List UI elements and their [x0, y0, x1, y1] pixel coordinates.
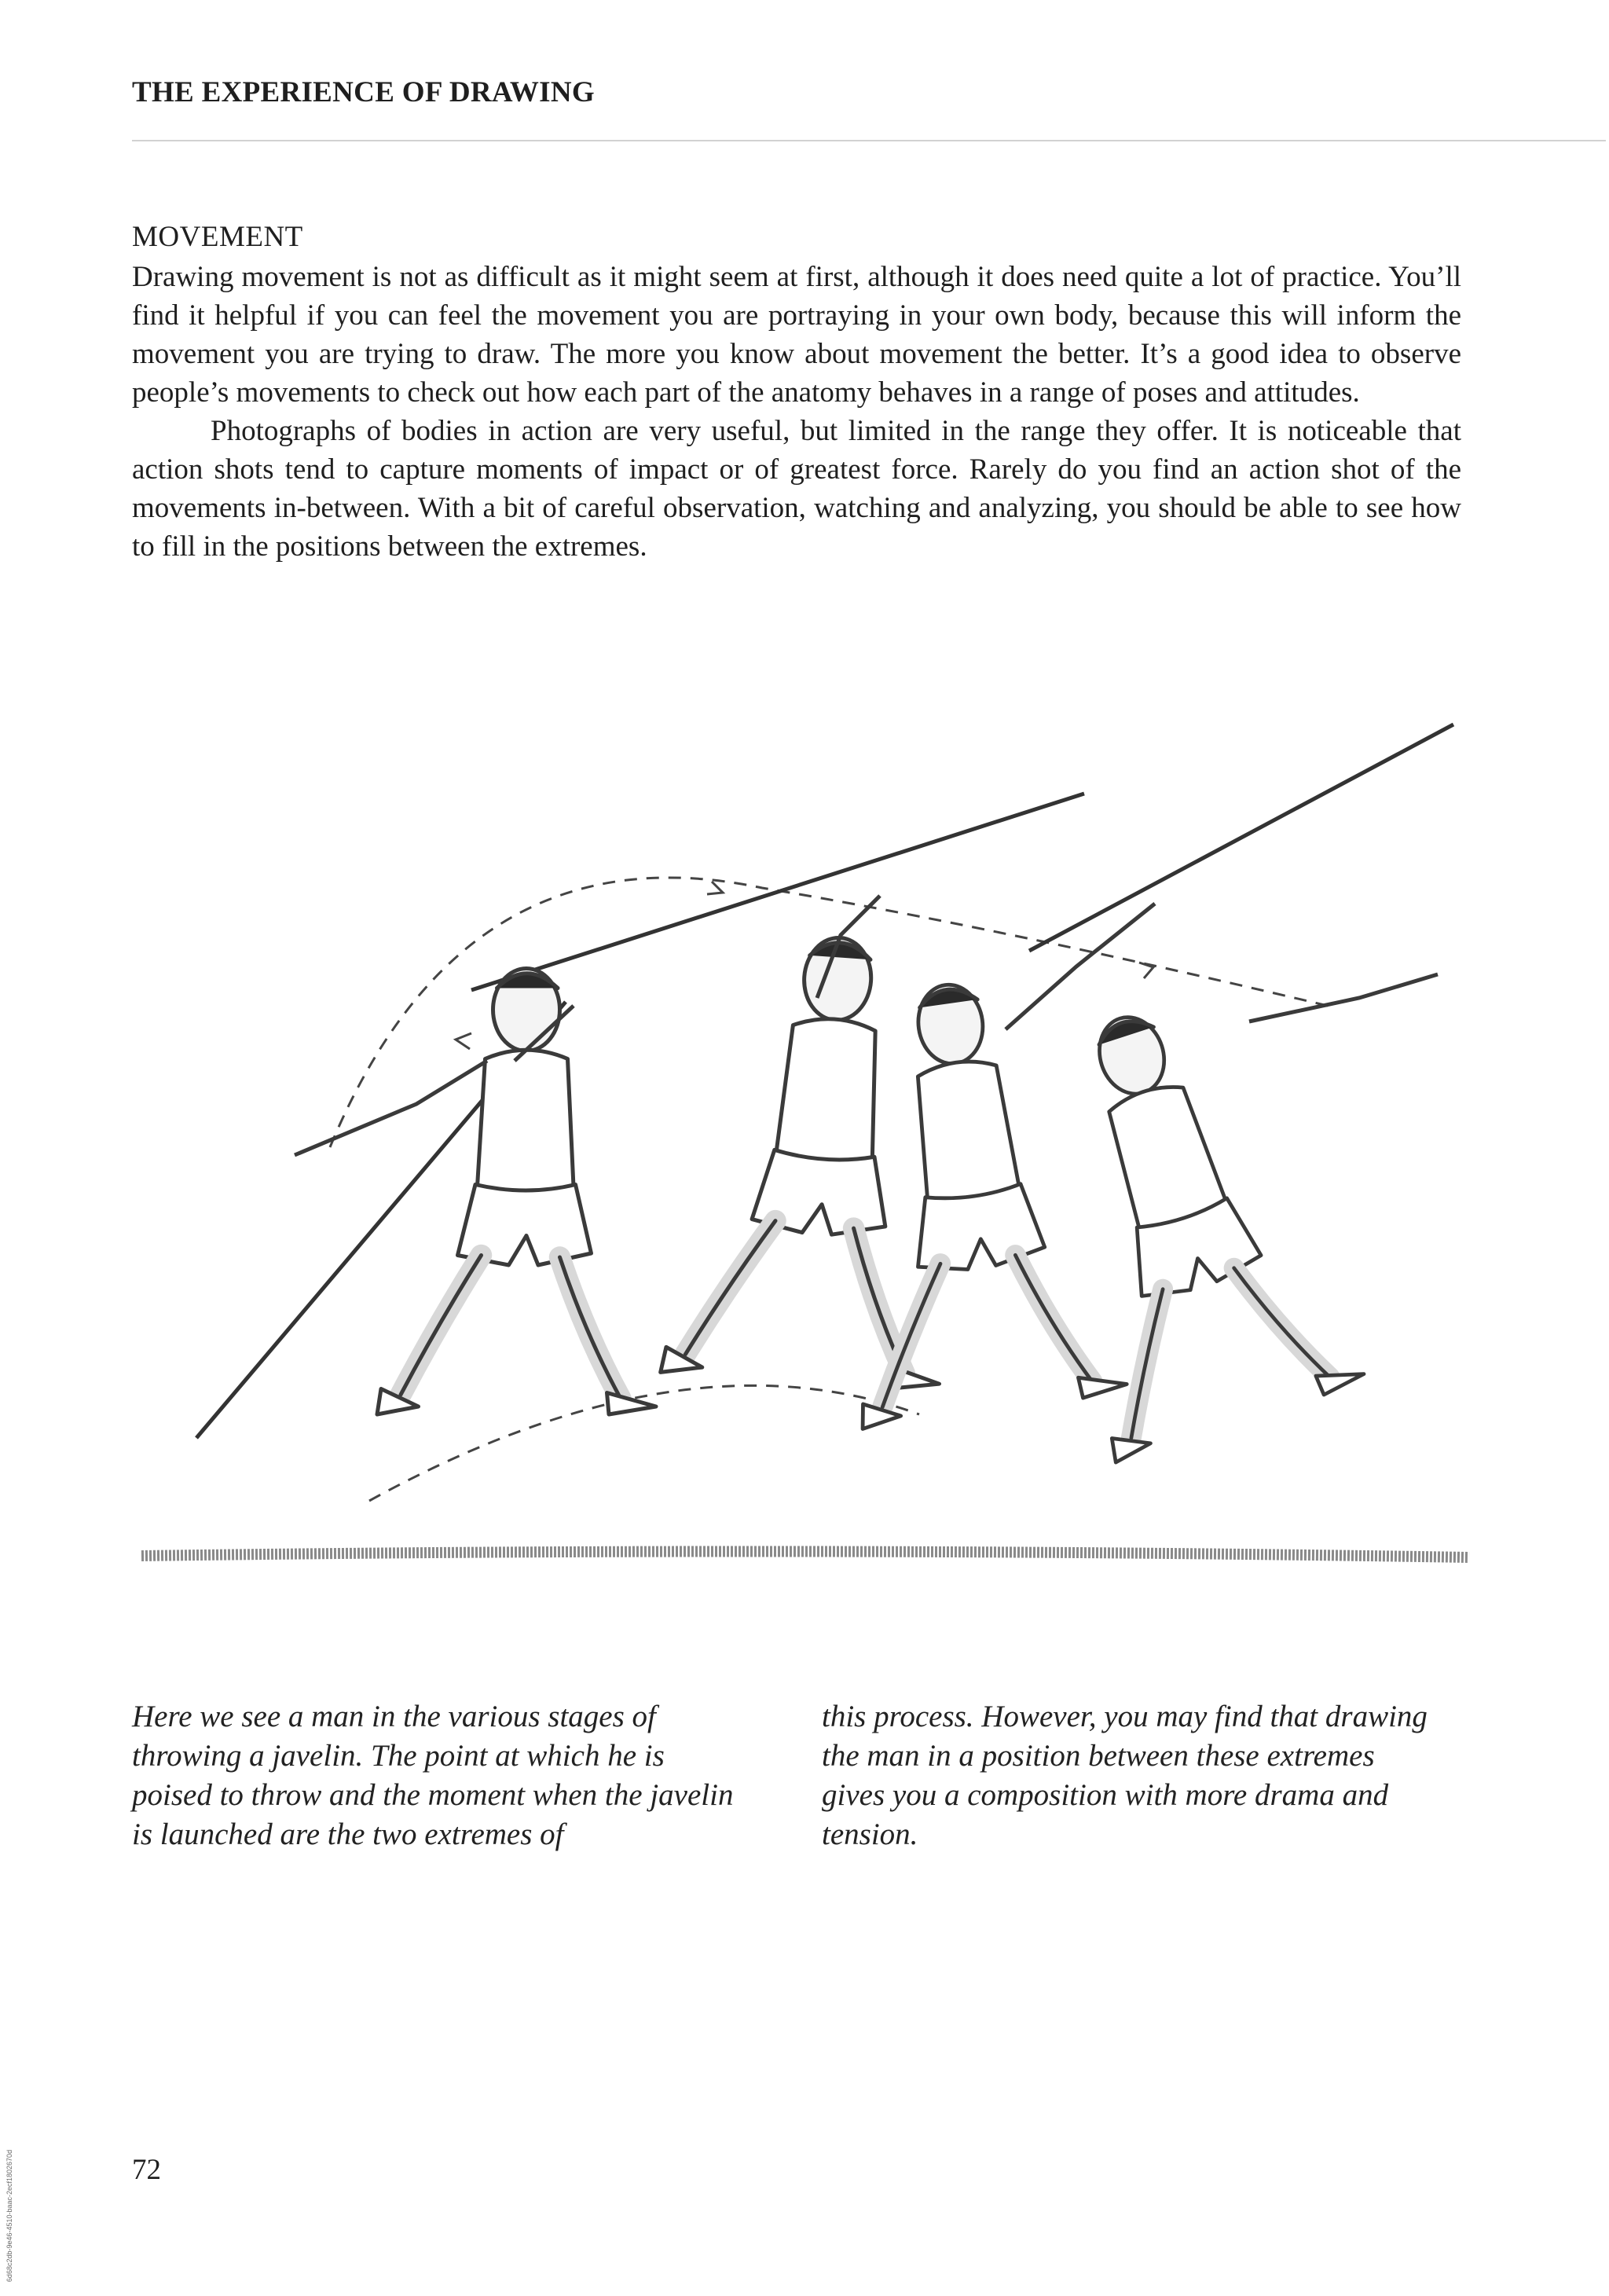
paragraph-1: Drawing movement is not as difficult as it might seem at first, although it does need quite a lot of practice. You’ll find it helpful if you can feel the movement you are portraying in your own body, because this will inform the movement you are trying to draw. The more you know about movement the better. It’s a good idea to observe people’s movements to check out how each part of the anatomy behaves in a range of poses and attitudes. [132, 261, 1461, 409]
caption-left: Here we see a man in the various stages of throwing a javelin. The point at which he is poised to throw and the moment when the javelin is launched are the two extremes of [132, 1700, 734, 1851]
section-heading: MOVEMENT [132, 221, 303, 253]
running-head: THE EXPERIENCE OF DRAWING [132, 76, 595, 108]
margin-code-text: 6d68c2db-9e46-4510-baac-2ecf1802670d [5, 2149, 14, 2283]
caption-right: this process. However, you may find that drawing the man in a position between these extremes gives you a composition with more drama and tension. [822, 1700, 1428, 1851]
javelin-thrower-illustration [134, 707, 1485, 1572]
margin-code [0, 2137, 19, 2294]
header-rule [132, 140, 1606, 141]
body-text [132, 258, 1461, 566]
page-number: 72 [132, 2154, 161, 2186]
paragraph-2: Photographs of bodies in action are very useful, but limited in the range they offer. It is noticeable that action shots tend to capture moments of impact or of greatest force. Rarely do you find an action shot of the movements in-between. With a bit of careful observation, watching and analyzing, you should be able to see how to fill in the positions between the extremes. [132, 415, 1461, 563]
